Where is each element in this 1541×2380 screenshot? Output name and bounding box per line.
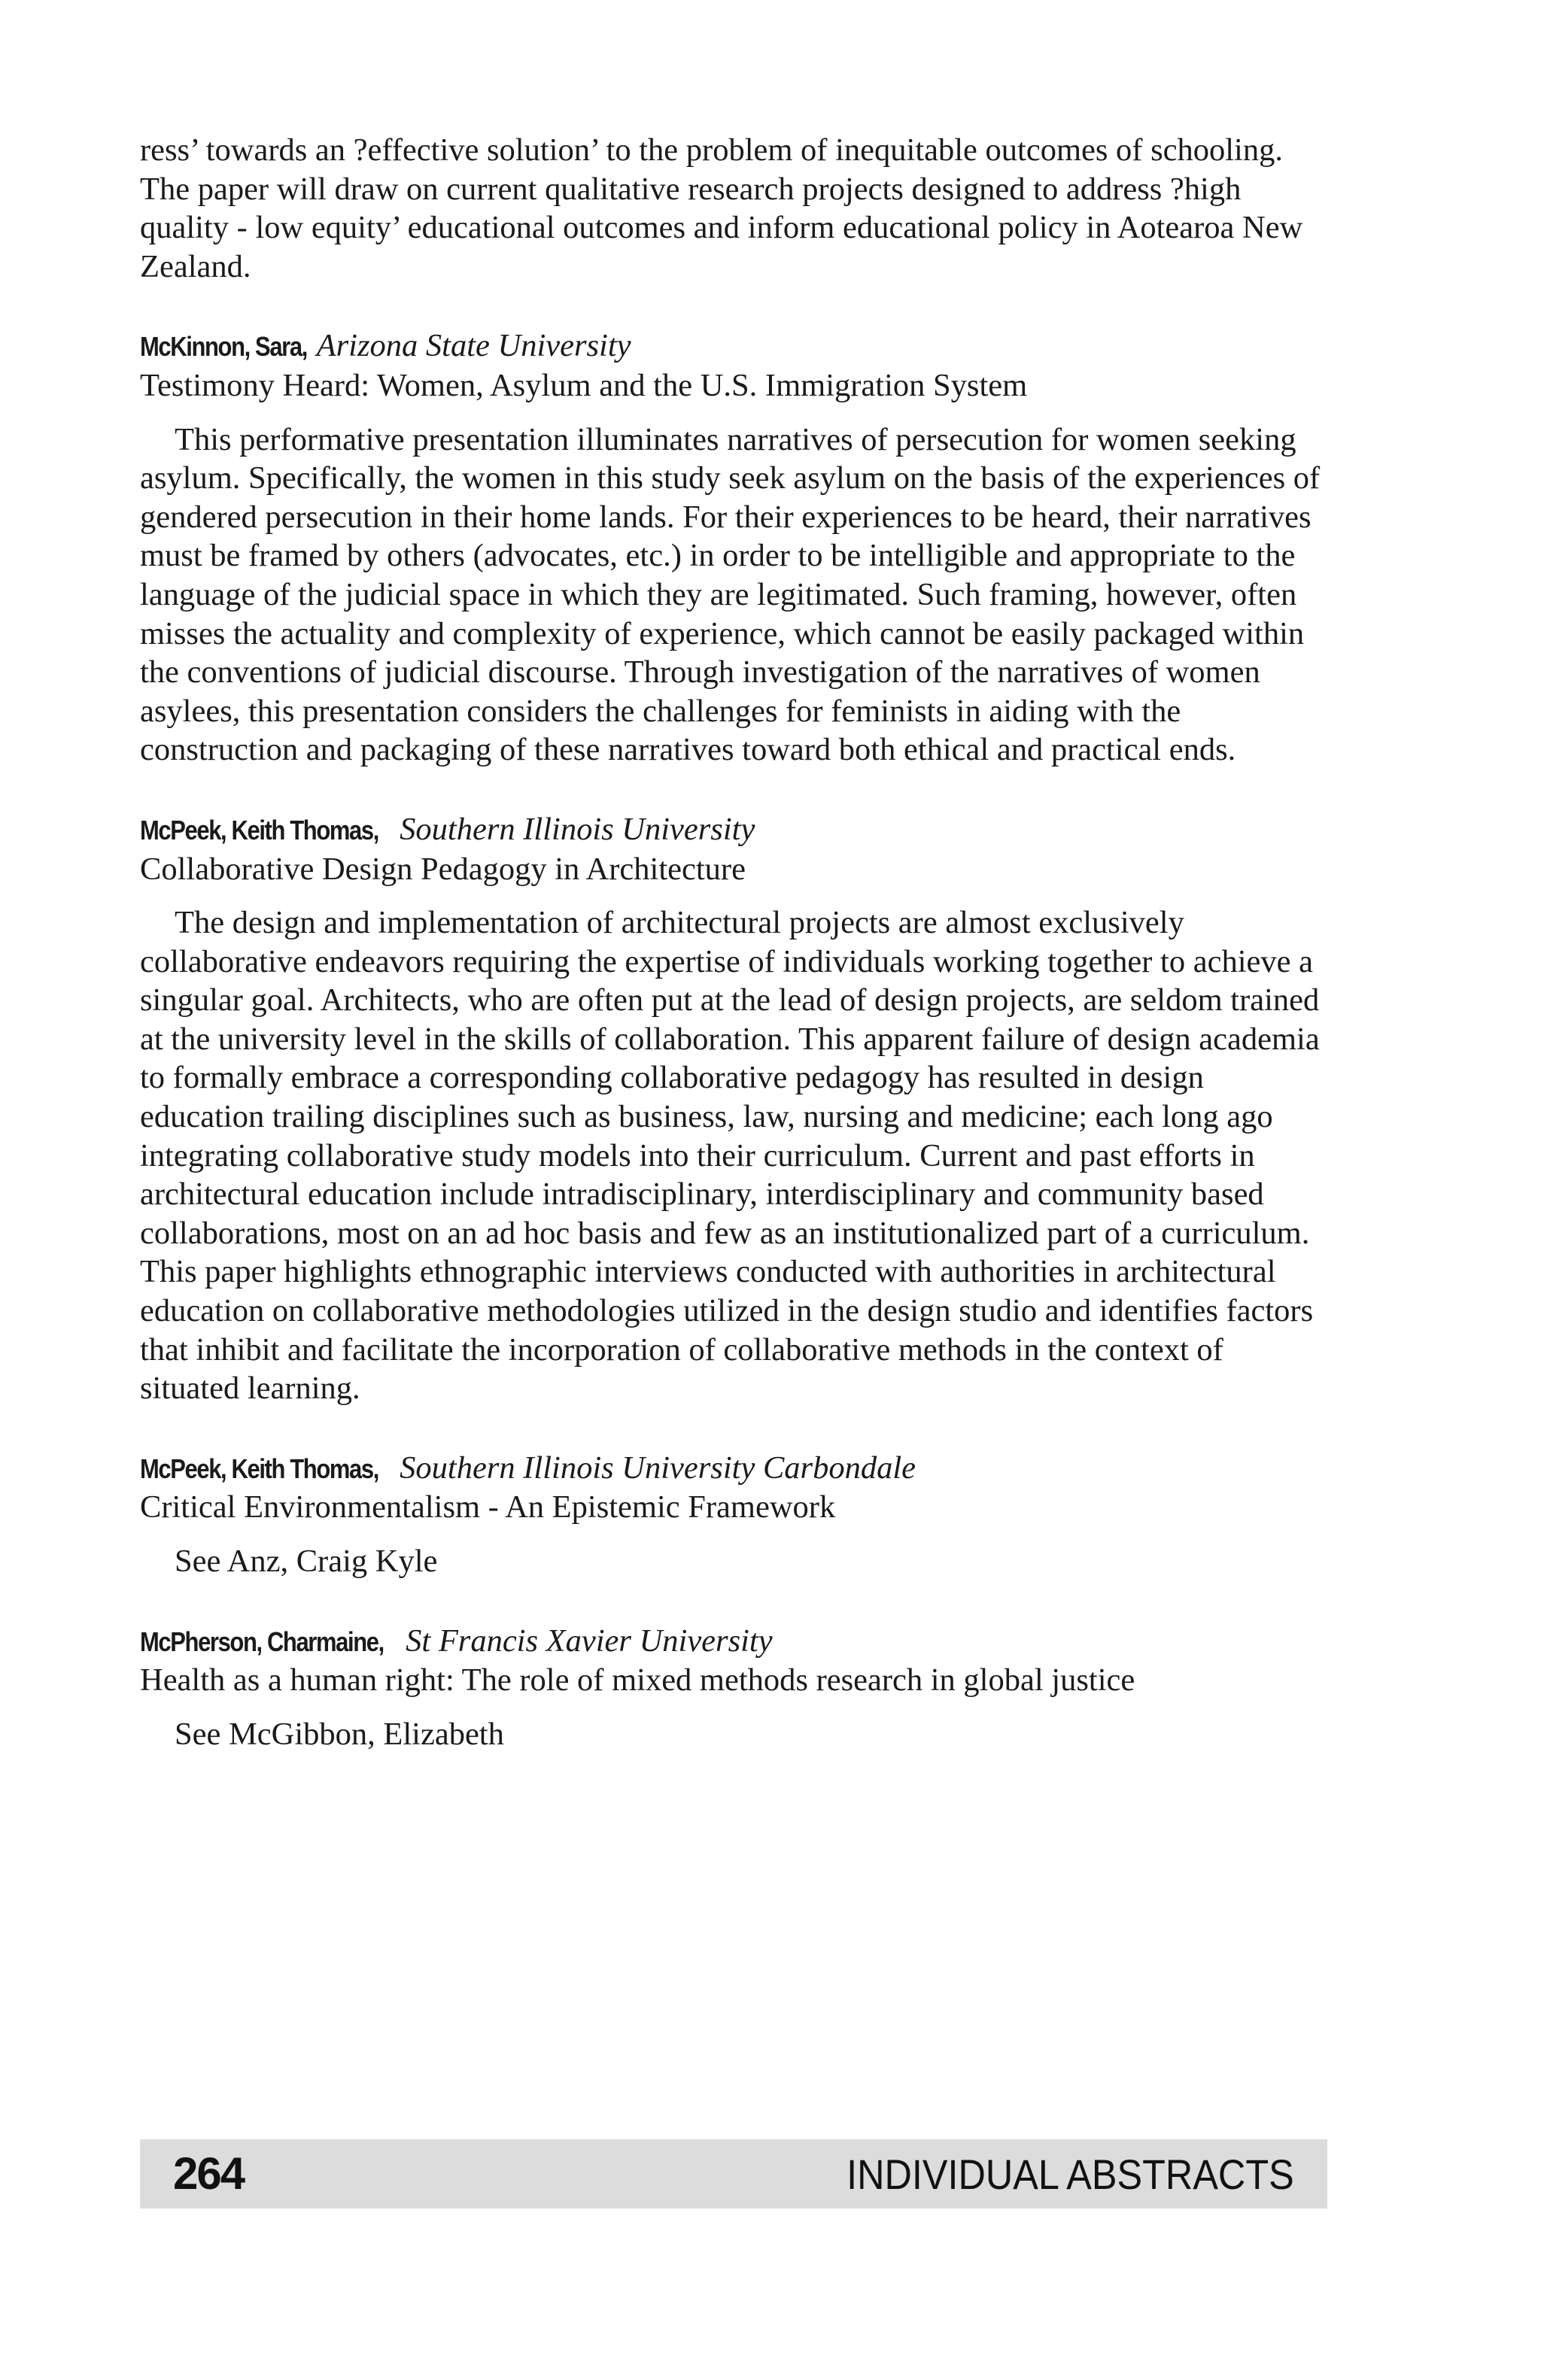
affiliation: Southern Illinois University [400, 811, 755, 847]
see-reference: See McGibbon, Elizabeth [175, 1716, 504, 1752]
entry-heading [140, 326, 1329, 366]
abstract-entry [140, 1449, 1329, 1581]
page-number: 264 [173, 2148, 245, 2199]
abstract-entry [140, 326, 1329, 770]
paper-title: Critical Environmentalism - An Epistemic Framework [140, 1489, 836, 1525]
paper-title: Collaborative Design Pedagogy in Architecture [140, 851, 746, 887]
paper-title: Health as a human right: The role of mixed methods research in global justice [140, 1662, 1135, 1698]
see-reference: See Anz, Craig Kyle [175, 1544, 438, 1579]
author-name: McPherson, Charmaine, [140, 1626, 384, 1657]
affiliation: Arizona State University [316, 328, 631, 364]
abstract-entry [140, 810, 1329, 1408]
author-name: McPeek, Keith Thomas, [140, 814, 378, 845]
page-body [140, 131, 1329, 1753]
abstract-text: This performative presentation illuminates narratives of persecution for women seeking asylum. Specifically, the women in this study seek asylum on the basis of the experiences of gendered persecution in their home lands. For their experiences to be heard, their narratives must be framed by others (advocates, etc.) in order to be intelligible and appropriate to the language of the judicial space in which they are legitimated. Such framing, however, often misses the actuality and complexity of experience, which cannot be easily packaged within the conventions of judicial discourse. Through investigation of the narratives of women asylees, this presentation considers the challenges for feminists in aiding with the construction and packaging of these narratives toward both ethical and practical ends. [140, 421, 1321, 768]
abstract-entry [140, 1622, 1329, 1754]
author-name: McPeek, Keith Thomas, [140, 1453, 378, 1484]
page-footer [140, 2139, 1327, 2208]
paper-title: Testimony Heard: Women, Asylum and the U.S. Immigration System [140, 367, 1028, 403]
author-name: McKinnon, Sara, [140, 331, 307, 363]
entry-heading [140, 1449, 1329, 1489]
abstract-text: The design and implementation of architectural projects are almost exclusively collaborative endeavors requiring the expertise of individuals working together to achieve a singular goal. Architects, who are often put at the lead of design projects, are seldom trained at the university level in the skills of collaboration. This apparent failure of design academia to formally embrace a corresponding collaborative pedagogy has resulted in design education trailing disciplines such as business, law, nursing and medicine; each long ago integrating collaborative study models into their curriculum. Current and past efforts in architectural education include intradisciplinary, interdisciplinary and community based collaborations, most on an ad hoc basis and few as an institutionalized part of a curriculum. This paper highlights ethnographic interviews conducted with authorities in architectural education on collaborative methodologies utilized in the design studio and identifies factors that inhibit and facilitate the incorporation of collaborative methods in the context of situated learning. [140, 905, 1320, 1407]
continuation-paragraph: ress’ towards an ?effective solution’ to the problem of inequitable outcomes of schooling. The paper will draw on current qualitative research projects designed to address ?high quality - low equity’ educational outcomes and inform educational policy in Aotearoa New Zealand. [140, 132, 1303, 284]
affiliation: St Francis Xavier University [406, 1623, 773, 1659]
entry-heading [140, 810, 1329, 850]
section-label: INDIVIDUAL ABSTRACTS [846, 2151, 1294, 2198]
entry-heading [140, 1622, 1329, 1662]
affiliation: Southern Illinois University Carbondale [400, 1450, 916, 1486]
